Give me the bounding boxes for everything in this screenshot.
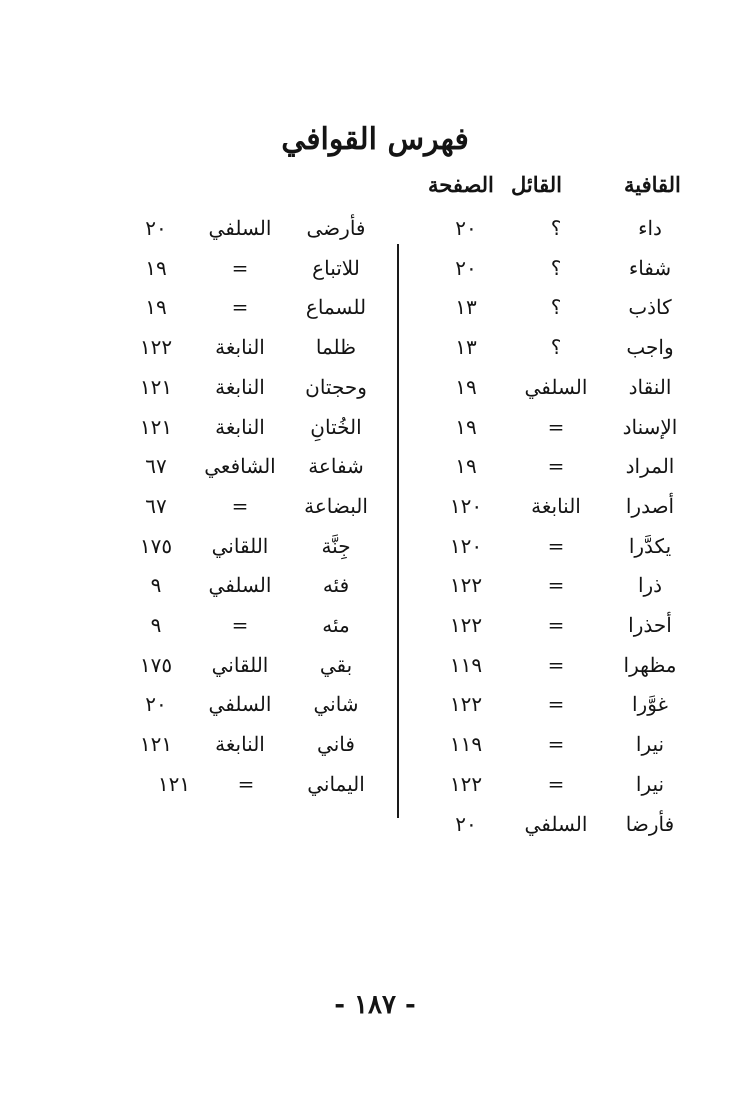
left-row: [0, 295, 750, 331]
left-row: [0, 335, 750, 371]
right-rhyme-cell: كاذب: [628, 295, 672, 320]
left-poet-cell: =: [231, 493, 249, 518]
right-page-cell: ٢٠: [455, 216, 477, 240]
left-page-cell: ١٩: [145, 295, 167, 320]
left-rhyme-cell: اليماني: [307, 771, 365, 796]
left-page-cell: ٢٠: [145, 216, 167, 240]
right-rhyme-cell: واجب: [626, 335, 674, 360]
left-row: [0, 216, 750, 252]
left-poet-cell: الشافعي: [204, 454, 276, 479]
right-row: [0, 812, 750, 848]
page-title: فهرس القوافي: [281, 122, 469, 157]
right-page-cell: ١٢٢: [449, 573, 483, 598]
right-rhyme-cell: نيرا: [635, 771, 665, 796]
right-poet-cell: =: [547, 771, 565, 796]
left-rhyme-cell: البضاعة: [304, 493, 368, 518]
left-rhyme-cell: فأرضى: [306, 216, 366, 240]
left-poet-cell: =: [231, 613, 249, 637]
left-row: [0, 573, 750, 609]
right-poet-cell: =: [547, 573, 565, 598]
right-page-cell: ١٩: [455, 374, 477, 399]
left-rhyme-cell: فاني: [317, 732, 355, 757]
left-page-cell: ١٢١: [139, 414, 173, 439]
left-poet-cell: السلفي: [208, 692, 272, 717]
left-poet-cell: اللقاني: [211, 652, 269, 677]
right-rhyme-cell: النقاد: [628, 374, 672, 399]
left-page-cell: ١٧٥: [139, 652, 173, 677]
left-rhyme-cell: شفاعة: [308, 454, 364, 479]
left-page-cell: ٩: [150, 573, 162, 598]
right-poet-cell: =: [547, 692, 565, 717]
right-page-cell: ١٩: [455, 454, 477, 479]
left-row: [0, 256, 750, 292]
left-page-cell: ٢٠: [145, 692, 167, 717]
right-poet-cell: ؟: [550, 295, 562, 320]
left-row: [0, 415, 750, 451]
left-poet-cell: النابغة: [215, 414, 265, 439]
left-rhyme-cell: جِنَّة: [321, 533, 351, 558]
right-page-cell: ١٩: [455, 414, 477, 439]
left-row: [0, 653, 750, 689]
right-page-cell: ١٢٠: [449, 533, 483, 558]
left-rhyme-cell: شاني: [313, 692, 359, 717]
left-page-cell: ١٧٥: [139, 533, 173, 558]
right-rhyme-cell: المراد: [625, 454, 675, 479]
left-row: [0, 692, 750, 728]
right-poet-cell: ؟: [550, 216, 562, 240]
right-page-cell: ١٢٢: [449, 692, 483, 717]
left-row: [0, 494, 750, 530]
left-poet-cell: =: [237, 771, 255, 796]
left-row: [0, 375, 750, 411]
left-row: [0, 772, 750, 808]
left-poet-cell: =: [231, 255, 249, 280]
left-row: [0, 613, 750, 649]
right-poet-cell: =: [547, 414, 565, 439]
right-rhyme-cell: فأرضا: [625, 811, 675, 836]
right-poet-cell: =: [547, 533, 565, 558]
right-rhyme-cell: يكدَّرا: [628, 533, 672, 558]
right-rhyme-cell: غوَّرا: [631, 692, 668, 717]
right-rhyme-cell: أصدرا: [625, 493, 675, 518]
right-page-cell: ٢٠: [455, 811, 477, 836]
left-page-cell: ٦٧: [145, 493, 167, 518]
right-rhyme-cell: داء: [638, 216, 662, 240]
right-rhyme-cell: أحذرا: [628, 613, 672, 637]
right-poet-cell: النابغة: [531, 493, 581, 518]
right-page-cell: ١٣: [455, 335, 477, 360]
left-rhyme-cell: للسماع: [305, 295, 367, 320]
left-poet-cell: السلفي: [208, 216, 272, 240]
right-poet-cell: =: [547, 613, 565, 637]
left-rhyme-cell: مئه: [322, 613, 350, 637]
right-rhyme-cell: ذرا: [637, 573, 663, 598]
page-number: - ١٨٧ -: [334, 990, 416, 1020]
left-rhyme-cell: فئه: [322, 573, 350, 598]
left-poet-cell: اللقاني: [211, 533, 269, 558]
right-poet-cell: السلفي: [524, 374, 588, 399]
right-rhyme-cell: شفاء: [628, 255, 672, 280]
right-page-cell: ١١٩: [449, 652, 483, 677]
left-row: [0, 534, 750, 570]
header-rhyme: القافية: [624, 172, 681, 197]
left-row: [0, 732, 750, 768]
right-poet-cell: ؟: [550, 255, 562, 280]
right-page-cell: ١٢٠: [449, 493, 483, 518]
left-poet-cell: النابغة: [215, 374, 265, 399]
left-poet-cell: السلفي: [208, 573, 272, 598]
left-page-cell: ١٢١: [139, 732, 173, 757]
header-poet: القائل: [511, 172, 563, 197]
right-page-cell: ٢٠: [455, 255, 477, 280]
left-page-cell: ١٢٢: [139, 335, 173, 360]
left-page-cell: ١٢١: [139, 374, 173, 399]
right-poet-cell: =: [547, 732, 565, 757]
right-rhyme-cell: الإسناد: [622, 414, 678, 439]
left-rhyme-cell: وحجتان: [305, 374, 367, 399]
right-page-cell: ١٣: [455, 295, 477, 320]
right-rhyme-cell: نيرا: [635, 732, 665, 757]
left-page-cell: ٦٧: [145, 454, 167, 479]
left-row: [0, 454, 750, 490]
header-page: الصفحة: [428, 172, 494, 197]
left-poet-cell: النابغة: [215, 335, 265, 360]
left-page-cell: ١٩: [145, 255, 167, 280]
right-poet-cell: =: [547, 454, 565, 479]
left-poet-cell: =: [231, 295, 249, 320]
right-rhyme-cell: مظهرا: [623, 652, 677, 677]
left-rhyme-cell: بقي: [319, 652, 353, 677]
right-page-cell: ١٢٢: [449, 771, 483, 796]
right-page-cell: ١٢٢: [449, 613, 483, 637]
left-rhyme-cell: ظلما: [315, 335, 357, 360]
left-page-cell: ٩: [150, 613, 162, 637]
left-page-cell: ١٢١: [157, 771, 191, 796]
right-poet-cell: ؟: [550, 335, 562, 360]
left-rhyme-cell: الخُتانِ: [310, 414, 362, 439]
right-page-cell: ١١٩: [449, 732, 483, 757]
left-poet-cell: النابغة: [215, 732, 265, 757]
right-poet-cell: =: [547, 652, 565, 677]
right-poet-cell: السلفي: [524, 811, 588, 836]
left-rhyme-cell: للاتباع: [312, 255, 360, 280]
